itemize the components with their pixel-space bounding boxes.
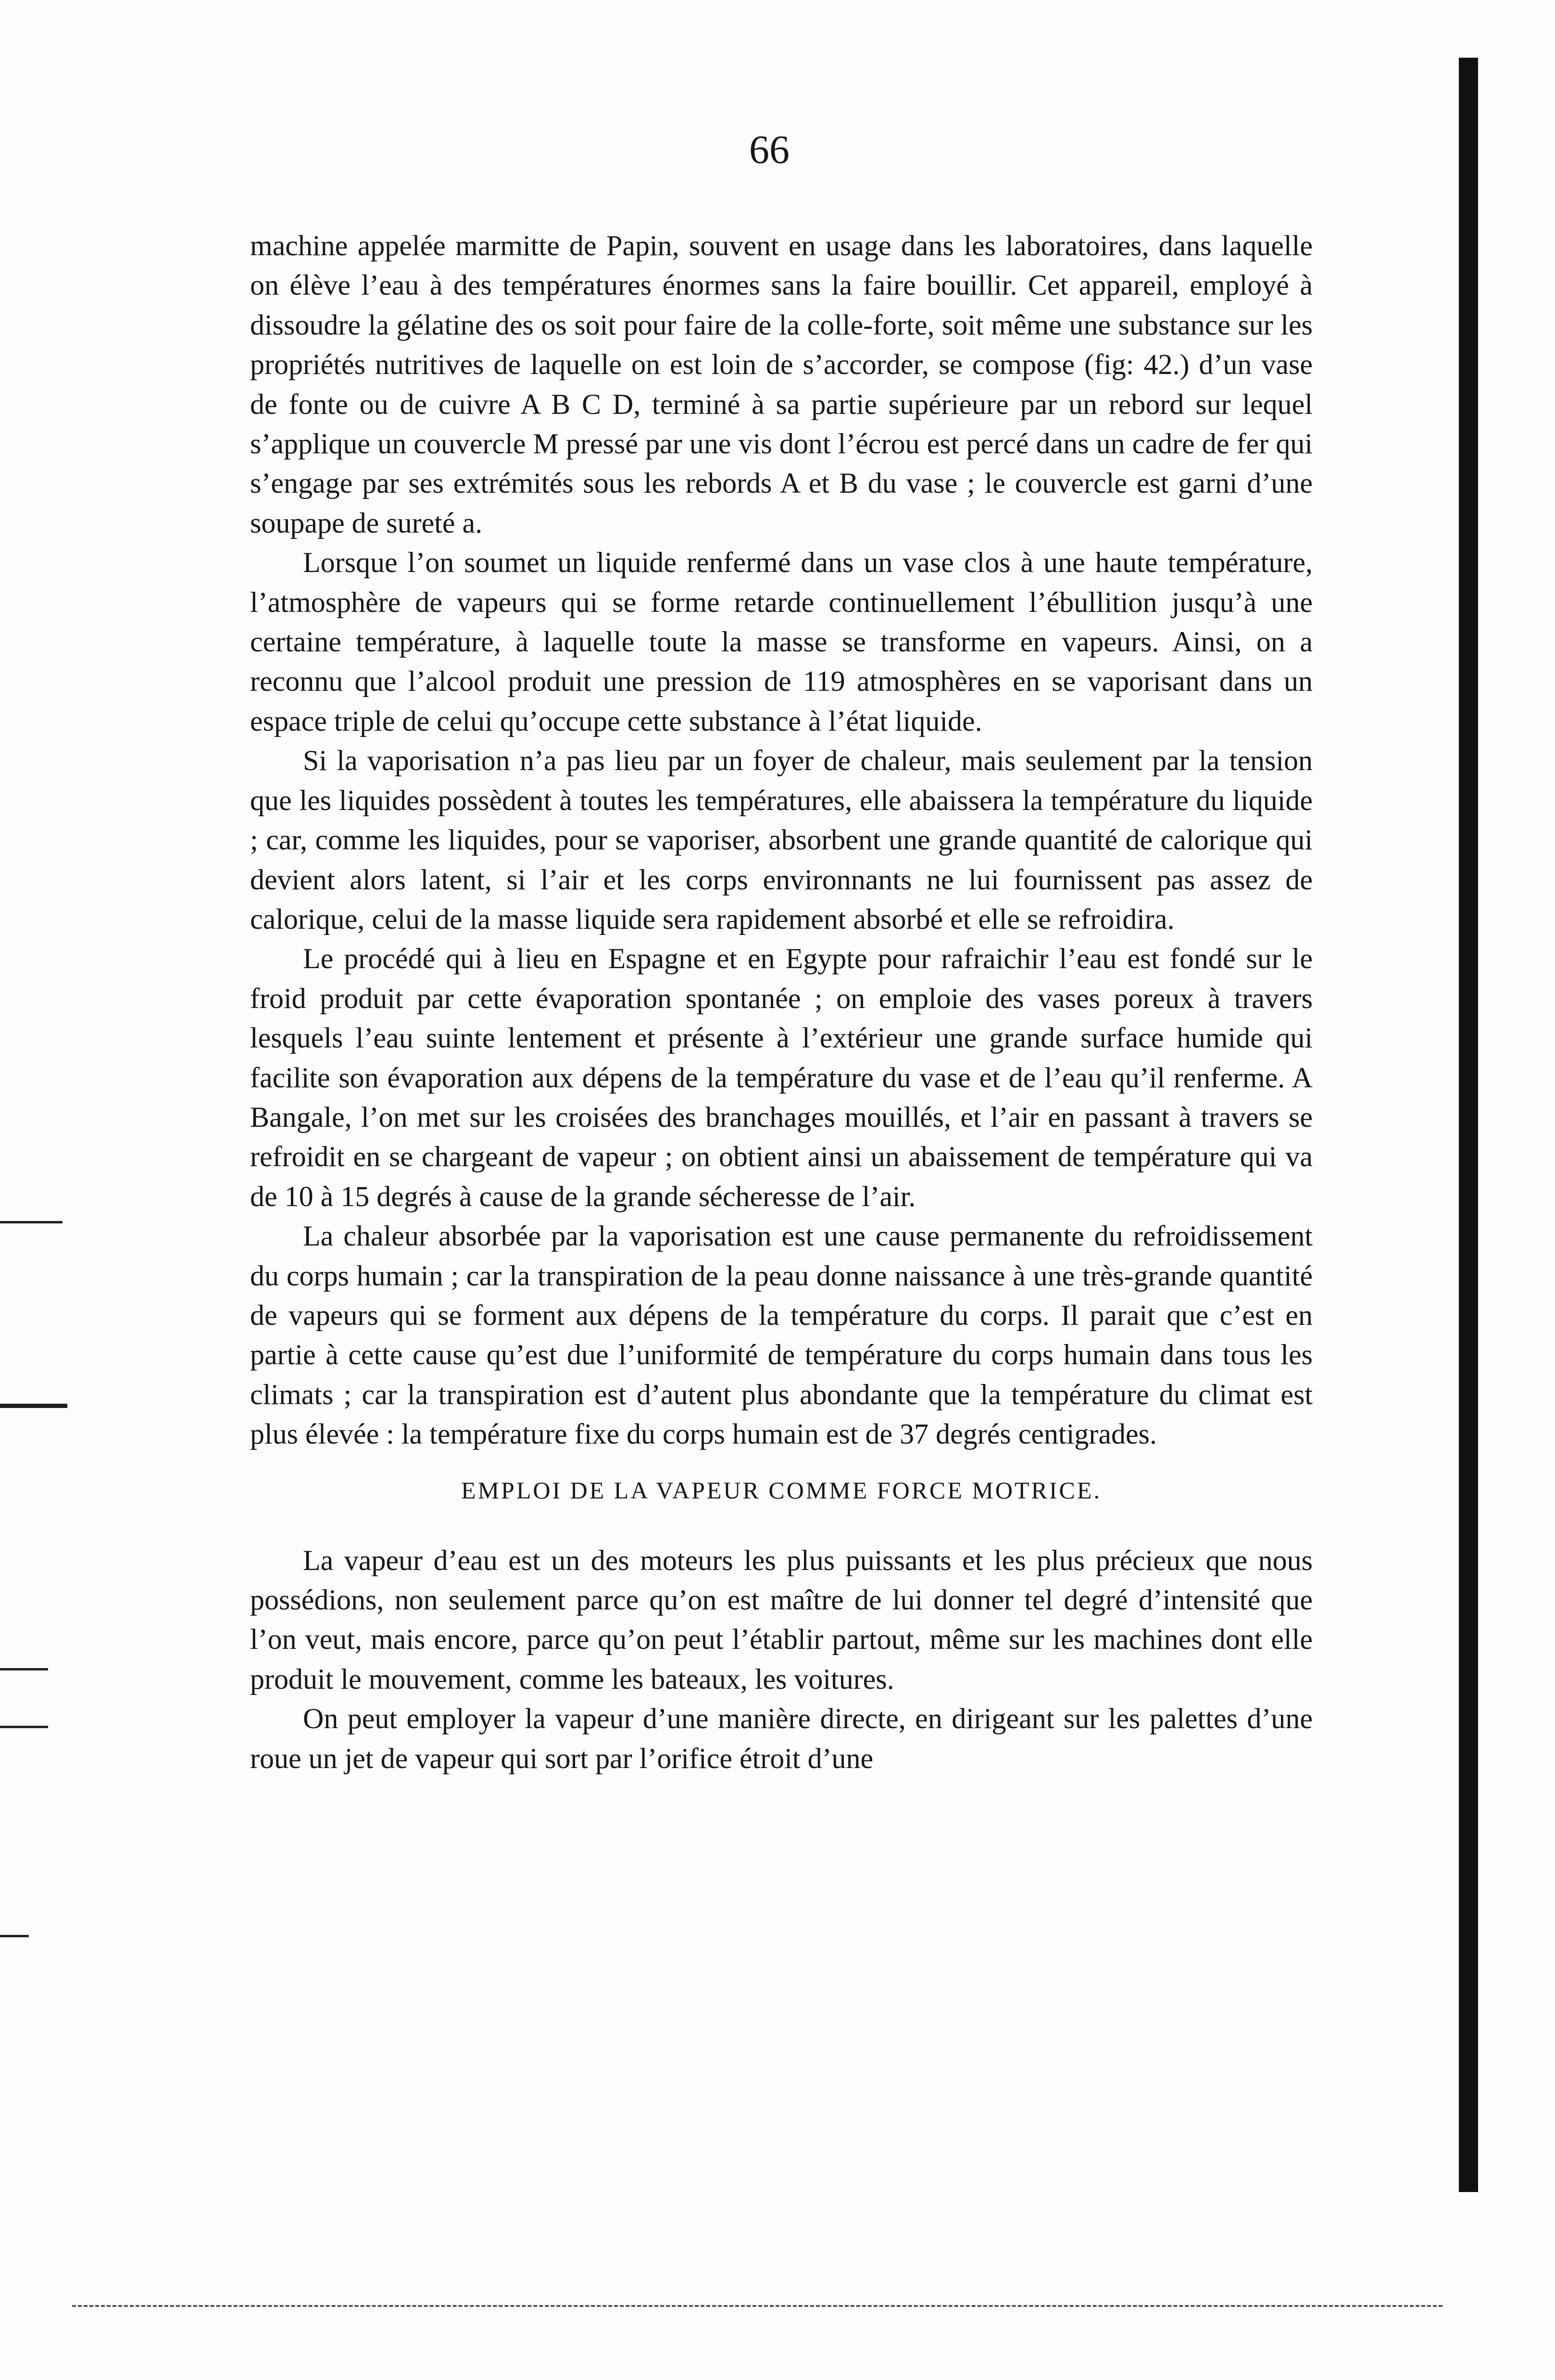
page-number: 66 <box>749 127 790 172</box>
paragraph: La chaleur absorbée par la vaporisation est une cause permanente du refroidissement du corps humain ; car la transpiration de la peau donne naissance à une très-grande quantité de vapeurs qui se forment aux dépens de la température du corps. Il parait que c’est en partie à cette cause qu’est due l’uniformité de température du corps humain dans tous les climats ; car la transpiration est d’autent plus abondante que la température du climat est plus élevée : la température fixe du corps humain est de 37 degrés centigrades. <box>250 1220 1313 1450</box>
paragraph: Si la vaporisation n’a pas lieu par un foyer de chaleur, mais seulement par la tension que les liquides possèdent à toutes les températures, elle abaissera la température du liquide ; car, comme les liquides, pour se vaporiser, absorbent une grande quantité de calorique qui devient alors latent, si l’air et les corps environnants ne lui fournissent pas assez de calorique, celui de la masse liquide sera rapidement absorbé et elle se refroidira. <box>250 745 1313 935</box>
margin-mark <box>0 1221 63 1223</box>
margin-mark <box>0 1935 29 1937</box>
paragraph: La vapeur d’eau est un des moteurs les plus puissants et les plus précieux que nous possédions, non seulement parce qu’on est maître de lui donner tel degré d’intensité que l’on veut, mais encore, parce qu’on peut l’établir partout, même sur les machines dont elle produit le mouvement, comme les bateaux, les voitures. <box>250 1544 1313 1695</box>
section-heading: EMPLOI DE LA VAPEUR COMME FORCE MOTRICE. <box>461 1476 1102 1504</box>
margin-mark <box>0 1668 48 1670</box>
body-text <box>250 226 1313 1778</box>
margin-mark <box>0 1726 48 1728</box>
bottom-edge-line <box>72 2305 1442 2307</box>
margin-mark <box>0 1404 67 1408</box>
paragraph: Le procédé qui à lieu en Espagne et en Egypte pour rafraichir l’eau est fondé sur le froid produit par cette évaporation spontanée ; on emploie des vases poreux à travers lesquels l’eau suinte lentement et présente à l’extérieur une grande surface humide qui facilite son évaporation aux dépens de la température du vase et de l’eau qu’il renferme. A Bangale, l’on met sur les croisées des branchages mouillés, et l’air en passant à travers se refroidit en se chargeant de vapeur ; on obtient ainsi un abaissement de température qui va de 10 à 15 degrés à cause de la grande sécheresse de l’air. <box>250 943 1313 1212</box>
paragraph: On peut employer la vapeur d’une manière directe, en dirigeant sur les palettes d’une roue un jet de vapeur qui sort par l’orifice étroit d’une <box>250 1703 1313 1774</box>
binding-shadow <box>1459 58 1478 2192</box>
paragraph: machine appelée marmitte de Papin, souvent en usage dans les laboratoires, dans laquelle on élève l’eau à des températures énormes sans la faire bouillir. Cet appareil, employé à dissoudre la gélatine des os soit pour faire de la colle-forte, soit même une substance sur les propriétés nutritives de laquelle on est loin de s’accorder, se compose (fig: 42.) d’un vase de fonte ou de cuivre A B C D, terminé à sa partie supérieure par un rebord sur lequel s’applique un couvercle M pressé par une vis dont l’écrou est percé dans un cadre de fer qui s’engage par ses extrémités sous les rebords A et B du vase ; le couvercle est garni d’une soupape de sureté a. <box>250 230 1313 539</box>
paragraph: Lorsque l’on soumet un liquide renfermé dans un vase clos à une haute température, l’atmosphère de vapeurs qui se forme retarde continuellement l’ébullition jusqu’à une certaine température, à laquelle toute la masse se transforme en vapeurs. Ainsi, on a reconnu que l’alcool produit une pression de 119 atmosphères en se vaporisant dans un espace triple de celui qu’occupe cette substance à l’état liquide. <box>250 547 1313 737</box>
